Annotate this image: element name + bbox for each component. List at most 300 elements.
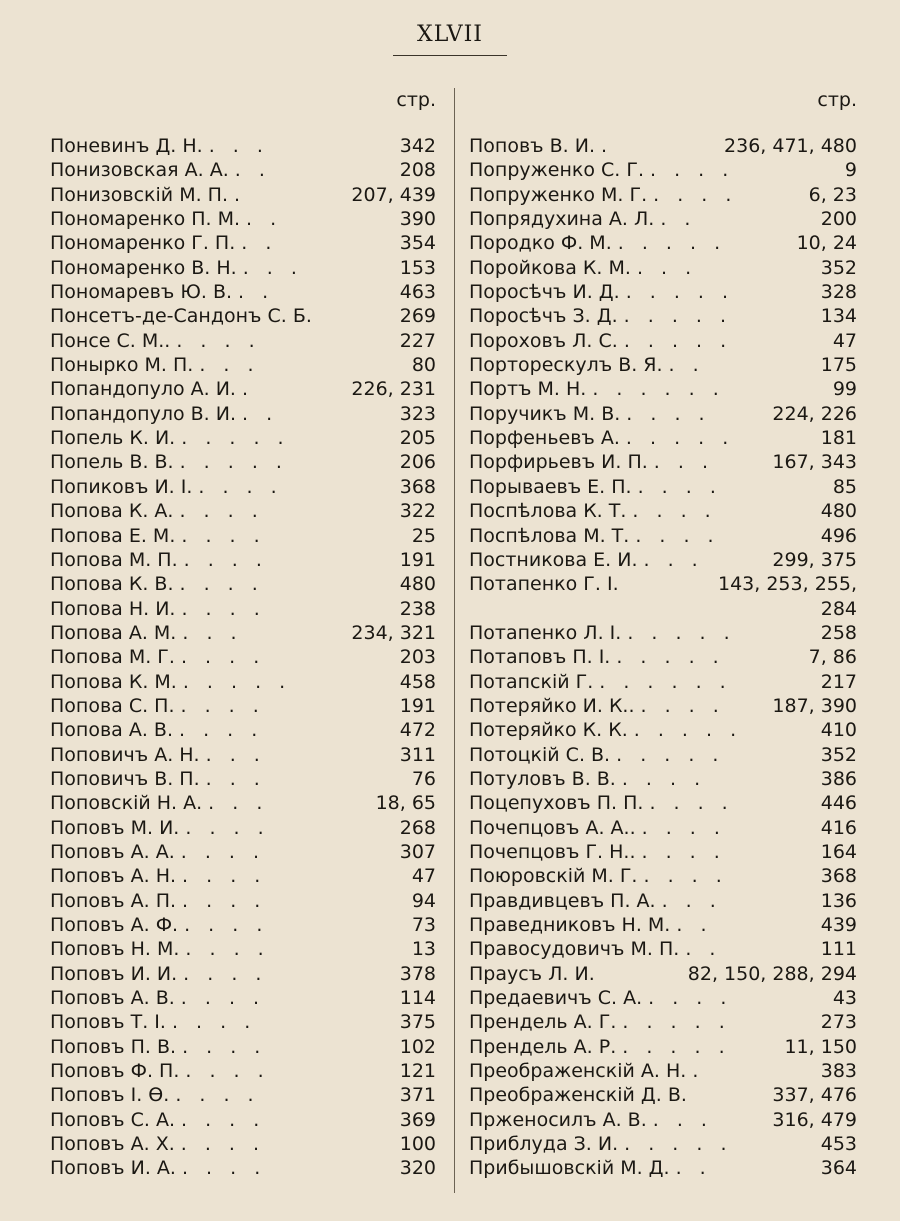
entry-name: Попрядухина А. Л. (469, 208, 655, 231)
entry-pages: 238 (399, 597, 436, 620)
entry-name: Потоцкiй С. В. (469, 743, 611, 766)
index-entry (50, 256, 438, 280)
index-entry (50, 1156, 438, 1180)
index-entry (50, 450, 438, 474)
entry-name: Пономаренко П. М. (50, 208, 241, 231)
leader-dots: . . . . (181, 1108, 266, 1131)
leader-dots: . . . . . (616, 743, 725, 766)
index-entry (469, 718, 859, 742)
entry-pages: 284 (820, 597, 857, 620)
entry-name: Поросѣчъ И. Д. (469, 281, 620, 304)
entry-pages: 175 (820, 354, 857, 377)
entry-pages: 9 (844, 159, 857, 182)
entry-name: Приблуда З. И. (469, 1133, 619, 1156)
leader-dots: . . . . (637, 475, 722, 498)
leader-dots: . . . (643, 548, 704, 571)
index-entry (469, 231, 859, 255)
entry-name: Попова К. А. (50, 500, 174, 523)
entry-pages: 410 (820, 719, 857, 742)
entry-name: Поповъ А. В. (50, 987, 175, 1010)
entry-name: Поройкова К. М. (469, 256, 631, 279)
leader-dots: . . . (208, 135, 269, 157)
leader-dots: . . . . . (616, 646, 725, 669)
entry-pages: 47 (411, 865, 436, 888)
entry-pages: 269 (399, 305, 436, 328)
index-entry (469, 256, 859, 280)
leader-dots: . . . . (180, 1133, 266, 1156)
leader-dots: . . . . . (179, 451, 288, 474)
index-entry (469, 597, 859, 621)
index-entry (50, 1108, 438, 1132)
leader-dots: . . . . . (182, 670, 292, 693)
index-entry (469, 621, 859, 645)
leader-dots: . . . . (185, 816, 270, 839)
entry-pages: 6, 23 (808, 183, 857, 206)
leader-dots: . (241, 378, 255, 401)
index-entry (469, 1132, 859, 1156)
leader-dots: . . . . . (625, 281, 735, 304)
entry-pages: 111 (820, 938, 857, 961)
index-entry (50, 524, 438, 548)
entry-name: Предаевичъ С. А. (469, 987, 643, 1010)
entry-pages: 206 (399, 451, 436, 474)
index-entry (50, 402, 438, 426)
entry-name: Потапенко Г. І. (469, 573, 619, 596)
index-entry (469, 158, 859, 182)
leader-dots: . . (685, 938, 722, 961)
entry-name: Поповъ В. И. (469, 135, 595, 157)
entry-name: Правдивцевъ П. А. (469, 889, 656, 912)
index-entry (50, 207, 438, 231)
entry-pages: 480 (820, 500, 857, 523)
entry-pages: 352 (820, 256, 857, 279)
index-entry (50, 1035, 438, 1059)
entry-pages: 320 (399, 1157, 436, 1180)
index-entry (469, 1083, 859, 1107)
index-entry (50, 1059, 438, 1083)
entry-pages: 208 (399, 159, 436, 182)
leader-dots: . . . . (180, 987, 266, 1010)
entry-name: Поспѣлова К. Т. (469, 500, 627, 523)
entry-pages: 226, 231 (351, 378, 436, 401)
entry-pages: 458 (399, 670, 436, 693)
index-entry (50, 1010, 438, 1034)
entry-pages: 153 (399, 256, 436, 279)
entry-name: Порфирьевъ И. П. (469, 451, 648, 474)
entry-name: Попова К. В. (50, 573, 174, 596)
entry-pages: 273 (820, 1011, 857, 1034)
leader-dots: . . . . (179, 719, 264, 742)
entry-name: Попандопуло В. И. (50, 402, 237, 425)
leader-dots: . . (660, 208, 697, 231)
index-column-left (50, 86, 438, 1181)
index-entry (50, 183, 438, 207)
index-entry (50, 231, 438, 255)
leader-dots: . . . . (643, 865, 728, 888)
entry-name: Прендель А. Р. (469, 1035, 617, 1058)
entry-name: Почепцовъ А. А.. (469, 816, 636, 839)
entry-pages: 480 (399, 573, 436, 596)
leader-dots: . . . . (182, 865, 267, 888)
entry-name: Порторескулъ В. Я. (469, 354, 663, 377)
index-entry (50, 499, 438, 523)
entry-pages: 337, 476 (772, 1084, 857, 1107)
index-entry (469, 183, 859, 207)
entry-pages: 82, 150, 288, 294 (687, 962, 857, 985)
index-entry (469, 986, 859, 1010)
entry-name: Поюровскiй М. Г. (469, 865, 638, 888)
index-entry (469, 572, 859, 596)
entry-name: Правосудовичъ М. П. (469, 938, 680, 961)
index-entry (50, 937, 438, 961)
leader-dots: . . . (208, 792, 269, 815)
index-entry (469, 913, 859, 937)
index-entry (469, 1010, 859, 1034)
leader-dots: . . . (182, 621, 243, 644)
leader-dots: . . . . (180, 840, 266, 863)
index-entry (50, 986, 438, 1010)
index-entry (50, 377, 438, 401)
entry-name: Попель К. И. (50, 427, 176, 450)
entry-pages: 446 (820, 792, 857, 815)
entry-name: Попова А. М. (50, 621, 177, 644)
entry-pages: 371 (399, 1084, 436, 1107)
leader-dots: . . . . . (622, 1011, 731, 1034)
index-entry (50, 353, 438, 377)
index-entry (50, 962, 438, 986)
entry-name: Прибышовскiй М. Д. (469, 1157, 670, 1180)
leader-dots: . . . . (176, 329, 261, 352)
index-entry (469, 864, 859, 888)
entry-name: Поповъ А. А. (50, 840, 175, 863)
leader-dots: . . . . . . (599, 670, 732, 693)
index-entry (469, 840, 859, 864)
leader-dots: . . . . (175, 1084, 260, 1107)
index-entry (50, 597, 438, 621)
entry-pages: 227 (399, 329, 436, 352)
entry-pages: 453 (820, 1133, 857, 1156)
index-entry (50, 767, 438, 791)
index-entry (469, 1108, 859, 1132)
leader-dots: . (692, 1060, 705, 1083)
index-entry (469, 377, 859, 401)
entry-pages: 342 (399, 135, 436, 157)
index-entry (469, 353, 859, 377)
leader-dots: . . . (205, 767, 266, 790)
entry-pages: 85 (832, 475, 857, 498)
index-entry (50, 743, 438, 767)
leader-dots: . . (241, 232, 278, 255)
entry-pages: 307 (399, 840, 436, 863)
index-entry (50, 158, 438, 182)
leader-dots: . . . (242, 256, 303, 279)
leader-dots: . . . . . . (592, 378, 725, 401)
leader-dots: . (234, 183, 247, 206)
entry-pages: 369 (399, 1108, 436, 1131)
leader-dots: . . . . (185, 1060, 270, 1083)
index-entry (50, 572, 438, 596)
leader-dots: . . . . (649, 792, 734, 815)
entry-pages: 10, 24 (796, 232, 857, 255)
entry-name: Попандопуло А. И. (50, 378, 236, 401)
entry-name: Поповъ А. Х. (50, 1133, 175, 1156)
entry-name: Попова Е. М. (50, 524, 176, 547)
entry-pages: 224, 226 (772, 402, 857, 425)
entry-name: Поповскiй Н. А. (50, 792, 203, 815)
entry-pages: 187, 390 (772, 694, 857, 717)
index-entry (50, 840, 438, 864)
entry-name: Пороховъ Л. С. (469, 329, 618, 352)
column-header: стр. (396, 89, 436, 111)
entry-name: Потапскiй Г. (469, 670, 594, 693)
entry-name: Поповъ А. П. (50, 889, 177, 912)
entry-name: Попова А. В. (50, 719, 173, 742)
entry-pages: 200 (820, 208, 857, 231)
entry-name: Поповъ М. И. (50, 816, 180, 839)
entry-name: Поповъ А. Ф. (50, 914, 179, 936)
leader-dots: . . . . . (623, 305, 733, 328)
index-entry (50, 1132, 438, 1156)
leader-dots: . . . . (181, 524, 266, 547)
index-entry (469, 889, 859, 913)
entry-name: Порфеньевъ А. (469, 427, 620, 450)
entry-pages: 323 (399, 402, 436, 425)
entry-pages: 236, 471, 480 (724, 135, 857, 157)
index-entry (469, 1156, 859, 1180)
entry-name: Прженосилъ А. В. (469, 1108, 647, 1131)
entry-pages: 25 (411, 524, 436, 547)
index-entry (469, 329, 859, 353)
entry-pages: 99 (832, 378, 857, 401)
leader-dots: . . . . (184, 914, 269, 936)
index-entry (50, 791, 438, 815)
entry-name: Понизовская А. А. (50, 159, 229, 182)
entry-name: Поповичъ А. Н. (50, 743, 200, 766)
index-entry (469, 402, 859, 426)
entry-name: Попиковъ И. І. (50, 475, 193, 498)
entry-pages: 191 (399, 548, 436, 571)
index-entry (469, 207, 859, 231)
entry-name: Преображенскiй А. Н. (469, 1060, 687, 1083)
index-entry (469, 816, 859, 840)
entry-name: Понсетъ-де-Сандонъ С. Б. (50, 305, 312, 328)
leader-dots: . . . . . (622, 1035, 731, 1058)
index-entry (50, 864, 438, 888)
index-entry (469, 134, 859, 158)
entry-name: Попруженко С. Г. (469, 159, 644, 182)
leader-dots: . . . (636, 256, 698, 279)
entry-pages: 102 (399, 1035, 436, 1058)
entry-name: Потапенко Л. І. (469, 621, 622, 644)
entry-name: Потаповъ П. І. (469, 646, 611, 669)
page-number: XLVII (417, 22, 483, 47)
entry-pages: 386 (820, 767, 857, 790)
entry-name: Породко Ф. М. (469, 232, 612, 255)
entry-name: Пономаревъ Ю. В. (50, 281, 233, 304)
entry-pages: 191 (399, 694, 436, 717)
entry-name: Праведниковъ Н. М. (469, 914, 671, 936)
entry-pages: 80 (411, 354, 436, 377)
index-entry (50, 134, 438, 158)
leader-dots: . . . . . (624, 1133, 733, 1156)
leader-dots: . . (668, 354, 705, 377)
index-entry (469, 694, 859, 718)
leader-dots: . . . (199, 354, 260, 377)
entry-pages: 134 (820, 305, 857, 328)
entry-pages: 234, 321 (351, 621, 436, 644)
index-entry (50, 548, 438, 572)
index-entry (50, 913, 438, 937)
leader-dots: . . . . (179, 573, 264, 596)
leader-dots: . . (675, 1157, 712, 1180)
entry-pages: 11, 150 (784, 1035, 857, 1058)
entry-pages: 94 (411, 889, 436, 912)
entry-name: Потуловъ В. В. (469, 767, 616, 790)
entry-pages: 472 (399, 719, 436, 742)
entry-name: Поросѣчъ З. Д. (469, 305, 618, 328)
entry-name: Поспѣлова М. Т. (469, 524, 630, 547)
entry-name: Понырко М. П. (50, 354, 194, 377)
entry-pages: 352 (820, 743, 857, 766)
entry-pages: 258 (820, 621, 857, 644)
leader-dots: . . . . (198, 475, 283, 498)
leader-dots: . . (676, 914, 713, 936)
entry-pages: 13 (411, 938, 436, 961)
entry-name: Поручикъ М. В. (469, 402, 621, 425)
index-entry (469, 548, 859, 572)
leader-dots: . . (246, 208, 283, 231)
entry-name: Попова М. П. (50, 548, 178, 571)
entry-name: Преображенскiй Д. В. (469, 1084, 687, 1107)
entry-name: Поповъ Ф. П. (50, 1060, 180, 1083)
leader-dots: . . . . . (625, 427, 735, 450)
entry-name: Поповъ Н. М. (50, 938, 180, 961)
entry-name: Поповъ І. Ѳ. (50, 1084, 170, 1107)
leader-dots: . . . (205, 743, 266, 766)
index-list-right (469, 134, 859, 1181)
entry-name: Прендель А. Г. (469, 1011, 617, 1034)
entry-pages: 114 (399, 987, 436, 1010)
entry-pages: 496 (820, 524, 857, 547)
index-entry (469, 645, 859, 669)
index-entry (469, 475, 859, 499)
entry-pages: 18, 65 (375, 792, 436, 815)
index-entry (50, 694, 438, 718)
entry-pages: 322 (399, 500, 436, 523)
entry-pages: 73 (411, 914, 436, 936)
entry-pages: 205 (399, 427, 436, 450)
index-entry (469, 524, 859, 548)
index-entry (469, 1035, 859, 1059)
entry-pages: 203 (399, 646, 436, 669)
entry-name: Попова Н. И. (50, 597, 176, 620)
leader-dots: . . . . (181, 597, 266, 620)
entry-name: Попруженко М. Г. (469, 183, 648, 206)
entry-name: Поповъ Т. І. (50, 1011, 166, 1034)
entry-pages: 143, 253, 255, (718, 573, 857, 596)
leader-dots: . . . . (632, 500, 717, 523)
entry-name: Праусъ Л. И. (469, 962, 595, 985)
index-entry (469, 791, 859, 815)
entry-name: Поповъ С. А. (50, 1108, 176, 1131)
leader-dots: . . . . . (627, 621, 736, 644)
entry-name: Порываевъ Е. П. (469, 475, 632, 498)
entry-pages: 328 (820, 281, 857, 304)
leader-dots: . . . . . (181, 427, 290, 450)
leader-dots: . . . . . (617, 232, 727, 255)
entry-name: Попель В. В. (50, 451, 174, 474)
entry-name: Попова К. М. (50, 670, 177, 693)
entry-name: Поповъ И. А. (50, 1157, 176, 1180)
entry-name: Попова М. Г. (50, 646, 175, 669)
entry-pages: 43 (832, 987, 857, 1010)
entry-name: Понизовскiй М. П. (50, 183, 228, 206)
entry-name: Портъ М. Н. (469, 378, 587, 401)
entry-name: Поповъ П. В. (50, 1035, 177, 1058)
entry-name: Потеряйко К. К. (469, 719, 628, 742)
entry-pages: 439 (820, 914, 857, 936)
leader-dots: . . . . (180, 646, 266, 669)
column-header: стр. (817, 89, 857, 111)
entry-pages: 181 (820, 427, 857, 450)
entry-name: Поповъ И. И. (50, 962, 178, 985)
leader-dots: . . . . (621, 767, 707, 790)
leader-dots: . . . . (653, 183, 738, 206)
index-entry (50, 426, 438, 450)
entry-pages: 100 (399, 1133, 436, 1156)
entry-pages: 164 (820, 840, 857, 863)
entry-pages: 354 (399, 232, 436, 255)
leader-dots: . . . (652, 1108, 713, 1131)
entry-pages: 7, 86 (808, 646, 857, 669)
index-entry (469, 743, 859, 767)
leader-dots: . . . . (180, 694, 265, 717)
leader-dots: . . . . (182, 1035, 267, 1058)
entry-pages: 47 (832, 329, 857, 352)
index-entry (50, 621, 438, 645)
entry-pages: 463 (399, 281, 436, 304)
entry-name: Поцепуховъ П. П. (469, 792, 644, 815)
leader-dots: . (601, 135, 614, 157)
index-entry (469, 767, 859, 791)
header-rule (393, 55, 507, 56)
index-entry (50, 280, 438, 304)
index-entry (469, 937, 859, 961)
leader-dots: . . . . (182, 889, 267, 912)
index-entry (50, 645, 438, 669)
leader-dots: . . . . (183, 962, 268, 985)
index-entry (469, 426, 859, 450)
entry-pages: 121 (399, 1060, 436, 1083)
entry-pages: 311 (399, 743, 436, 766)
entry-pages: 390 (399, 208, 436, 231)
index-entry (50, 329, 438, 353)
index-entry (50, 816, 438, 840)
entry-pages: 368 (820, 865, 857, 888)
entry-name: Попова С. П. (50, 694, 175, 717)
entry-pages: 299, 375 (772, 548, 857, 571)
leader-dots: . . . (661, 889, 722, 912)
entry-pages: 217 (820, 670, 857, 693)
leader-dots: . . . . (179, 500, 264, 523)
index-column-right (469, 86, 859, 1181)
entry-name: Поневинъ Д. Н. (50, 135, 203, 157)
entry-name: Пономаренко Г. П. (50, 232, 236, 255)
entry-pages: 368 (399, 475, 436, 498)
leader-dots: . . (234, 159, 271, 182)
leader-dots: . . . . (185, 938, 270, 961)
entry-pages: 378 (399, 962, 436, 985)
